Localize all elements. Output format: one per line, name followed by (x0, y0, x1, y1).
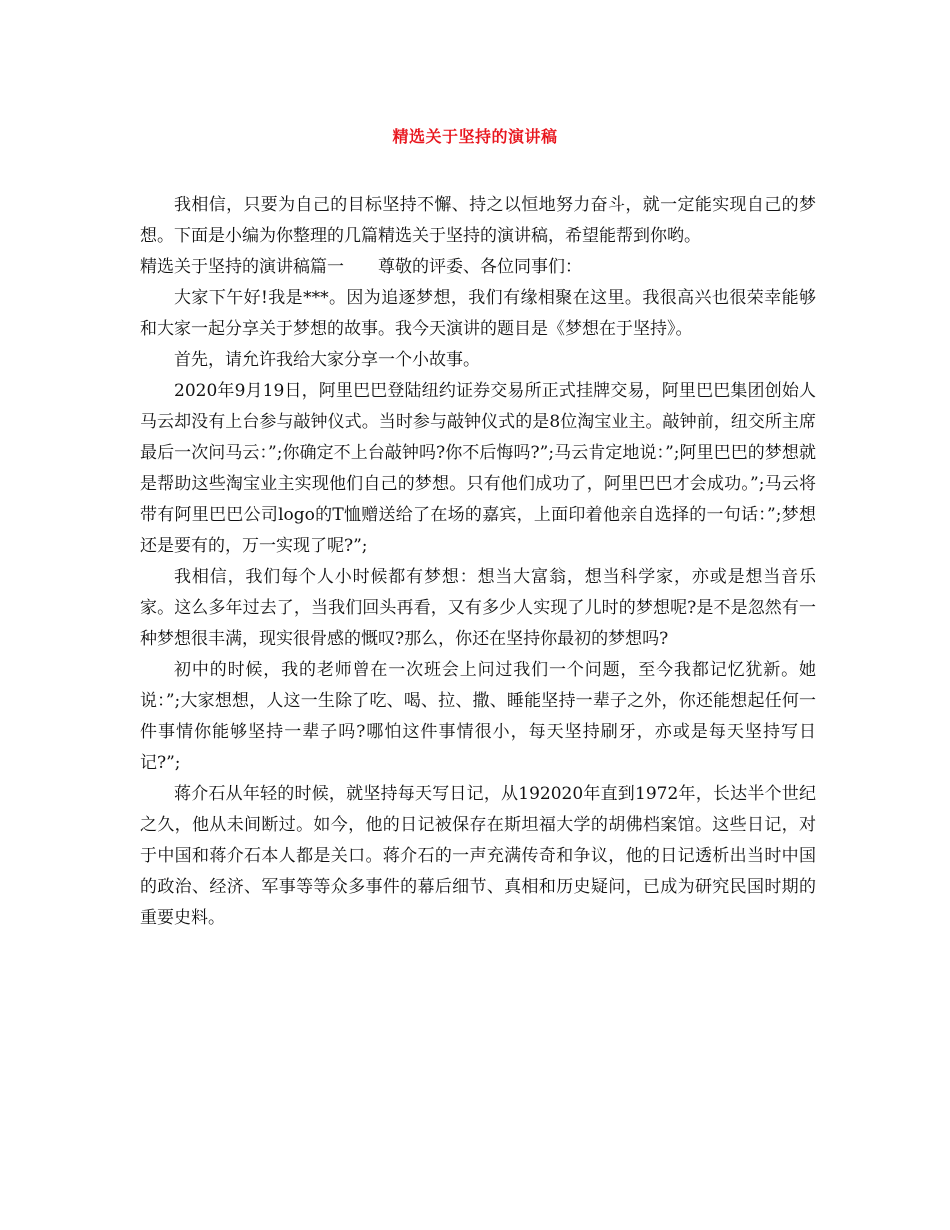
section-heading: 精选关于坚持的演讲稿篇一 (140, 257, 344, 277)
intro-paragraph: 我相信，只要为自己的目标坚持不懈、持之以恒地努力奋斗，就一定能实现自己的梦想。下面是小编为你整理的几篇精选关于坚持的演讲稿，希望能帮到你哟。 (140, 195, 816, 246)
body-paragraph: 大家下午好!我是***。因为追逐梦想，我们有缘相聚在这里。我很高兴也很荣幸能够和大家一起分享关于梦想的故事。我今天演讲的题目是《梦想在于坚持》。 (140, 288, 816, 339)
document-body (140, 190, 816, 934)
body-paragraph: 蒋介石从年轻的时候，就坚持每天写日记，从192020年直到1972年，长达半个世纪之久，他从未间断过。如今，他的日记被保存在斯坦福大学的胡佛档案馆。这些日记，对于中国和蒋介石本人都是关口。蒋介石的一声充满传奇和争议，他的日记透析出当时中国的政治、经济、军事等等众多事件的幕后细节、真相和历史疑问，已成为研究民国时期的重要史料。 (140, 784, 816, 928)
section-heading-line (140, 252, 816, 283)
body-paragraph: 2020年9月19日，阿里巴巴登陆纽约证券交易所正式挂牌交易，阿里巴巴集团创始人马云却没有上台参与敲钟仪式。当时参与敲钟仪式的是8位淘宝业主。敲钟前，纽交所主席最后一次问马云：”;你确定不上台敲钟吗?你不后悔吗?”;马云肯定地说：”;阿里巴巴的梦想就是帮助这些淘宝业主实现他们自己的梦想。只有他们成功了，阿里巴巴才会成功。”;马云将带有阿里巴巴公司logo的T恤赠送给了在场的嘉宾，上面印着他亲自选择的一句话：”;梦想还是要有的，万一实现了呢?”; (140, 381, 816, 556)
body-paragraph: 我相信，我们每个人小时候都有梦想：想当大富翁，想当科学家，亦或是想当音乐家。这么多年过去了，当我们回头再看，又有多少人实现了儿时的梦想呢?是不是忽然有一种梦想很丰满，现实很骨感的慨叹?那么，你还在坚持你最初的梦想吗? (140, 567, 816, 649)
body-paragraph: 首先，请允许我给大家分享一个小故事。 (174, 350, 480, 370)
body-paragraph: 初中的时候，我的老师曾在一次班会上问过我们一个问题，至今我都记忆犹新。她说：”;大家想想，人这一生除了吃、喝、拉、撒、睡能坚持一辈子之外，你还能想起任何一件事情你能够坚持一辈子吗?哪怕这件事情很小，每天坚持刷牙，亦或是每天坚持写日记?”; (140, 660, 816, 773)
salutation: 尊敬的评委、各位同事们： (378, 257, 582, 277)
document-title: 精选关于坚持的演讲稿 (392, 127, 558, 146)
